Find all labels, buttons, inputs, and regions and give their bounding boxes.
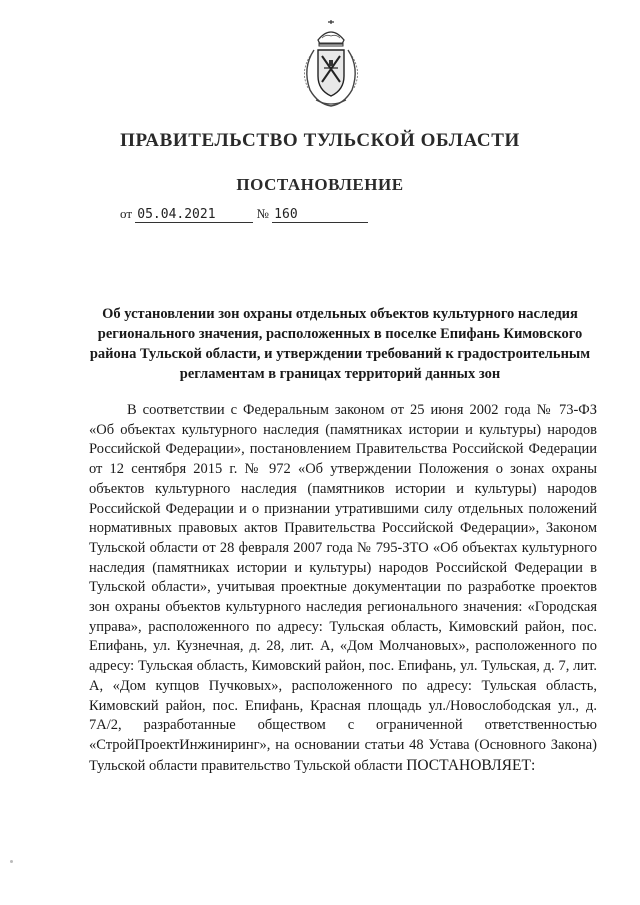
body-paragraph: В соответствии с Федеральным законом от 25 июня 2002 года № 73-ФЗ «Об объектах культурного наследия (памятниках истории и культуры) народов Российской Федерации», постановлением Правительства Российской Федерации от 12 сентября 2015 г. № 972 «Об утверждении Положения о зонах охраны объектов культурного наследия (памятников истории и культуры) народов Российской Федерации и о признании утратившими силу отдельных положений нормативных правовых актов Правительства Российской Федерации», Законом Тульской области от 28 февраля 2007 года № 795-ЗТО «Об объектах культурного наследия (памятниках истории и культуры) народов Российской Федерации в Тульской области», учитывая проектные документации по разработке проектов зон охраны объектов культурного наследия регионального значения: «Городская управа», расположенного по адресу: Тульская область, Кимовский район, пос. Епифань, ул. Кузнечная, д. 28, лит. А, «Дом Молчановых», расположенного по адресу: Тульская область, Кимовский район, пос. Епифань, ул. Тульская, д. 7, лит. А, «Дом купцов Пучковых», расположенного по адресу: Тульская область, Кимовский район, пос. Епифань, Красная площадь ул./Новослободская ул., д. 7А/2, разработанные обществом с ограниченной ответственностью «СтройПроектИнжиниринг», на основании статьи 48 Устава (Основного Закона) Тульской области правительство Тульской области xyxy=(89,402,597,774)
document-number: 160 xyxy=(272,207,368,223)
document-heading: Об установлении зон охраны отдельных объектов культурного наследия регионального значения, расположенных в поселке Епифань Кимовского района Тульской области, и утверждении требований к градостроительным регламентам в границах территорий данных зон xyxy=(89,306,591,382)
document-date: 05.04.2021 xyxy=(135,207,253,223)
scan-dot xyxy=(10,860,13,863)
date-prefix: от xyxy=(120,206,133,221)
document-type: ПОСТАНОВЛЕНИЕ xyxy=(236,175,404,194)
document-body xyxy=(89,401,597,776)
organization-title: ПРАВИТЕЛЬСТВО ТУЛЬСКОЙ ОБЛАСТИ xyxy=(120,130,520,151)
number-prefix: № xyxy=(256,206,269,221)
coat-of-arms-icon xyxy=(296,20,366,108)
date-number-line xyxy=(120,206,368,223)
resolve-word: ПОСТАНОВЛЯЕТ: xyxy=(406,756,536,774)
